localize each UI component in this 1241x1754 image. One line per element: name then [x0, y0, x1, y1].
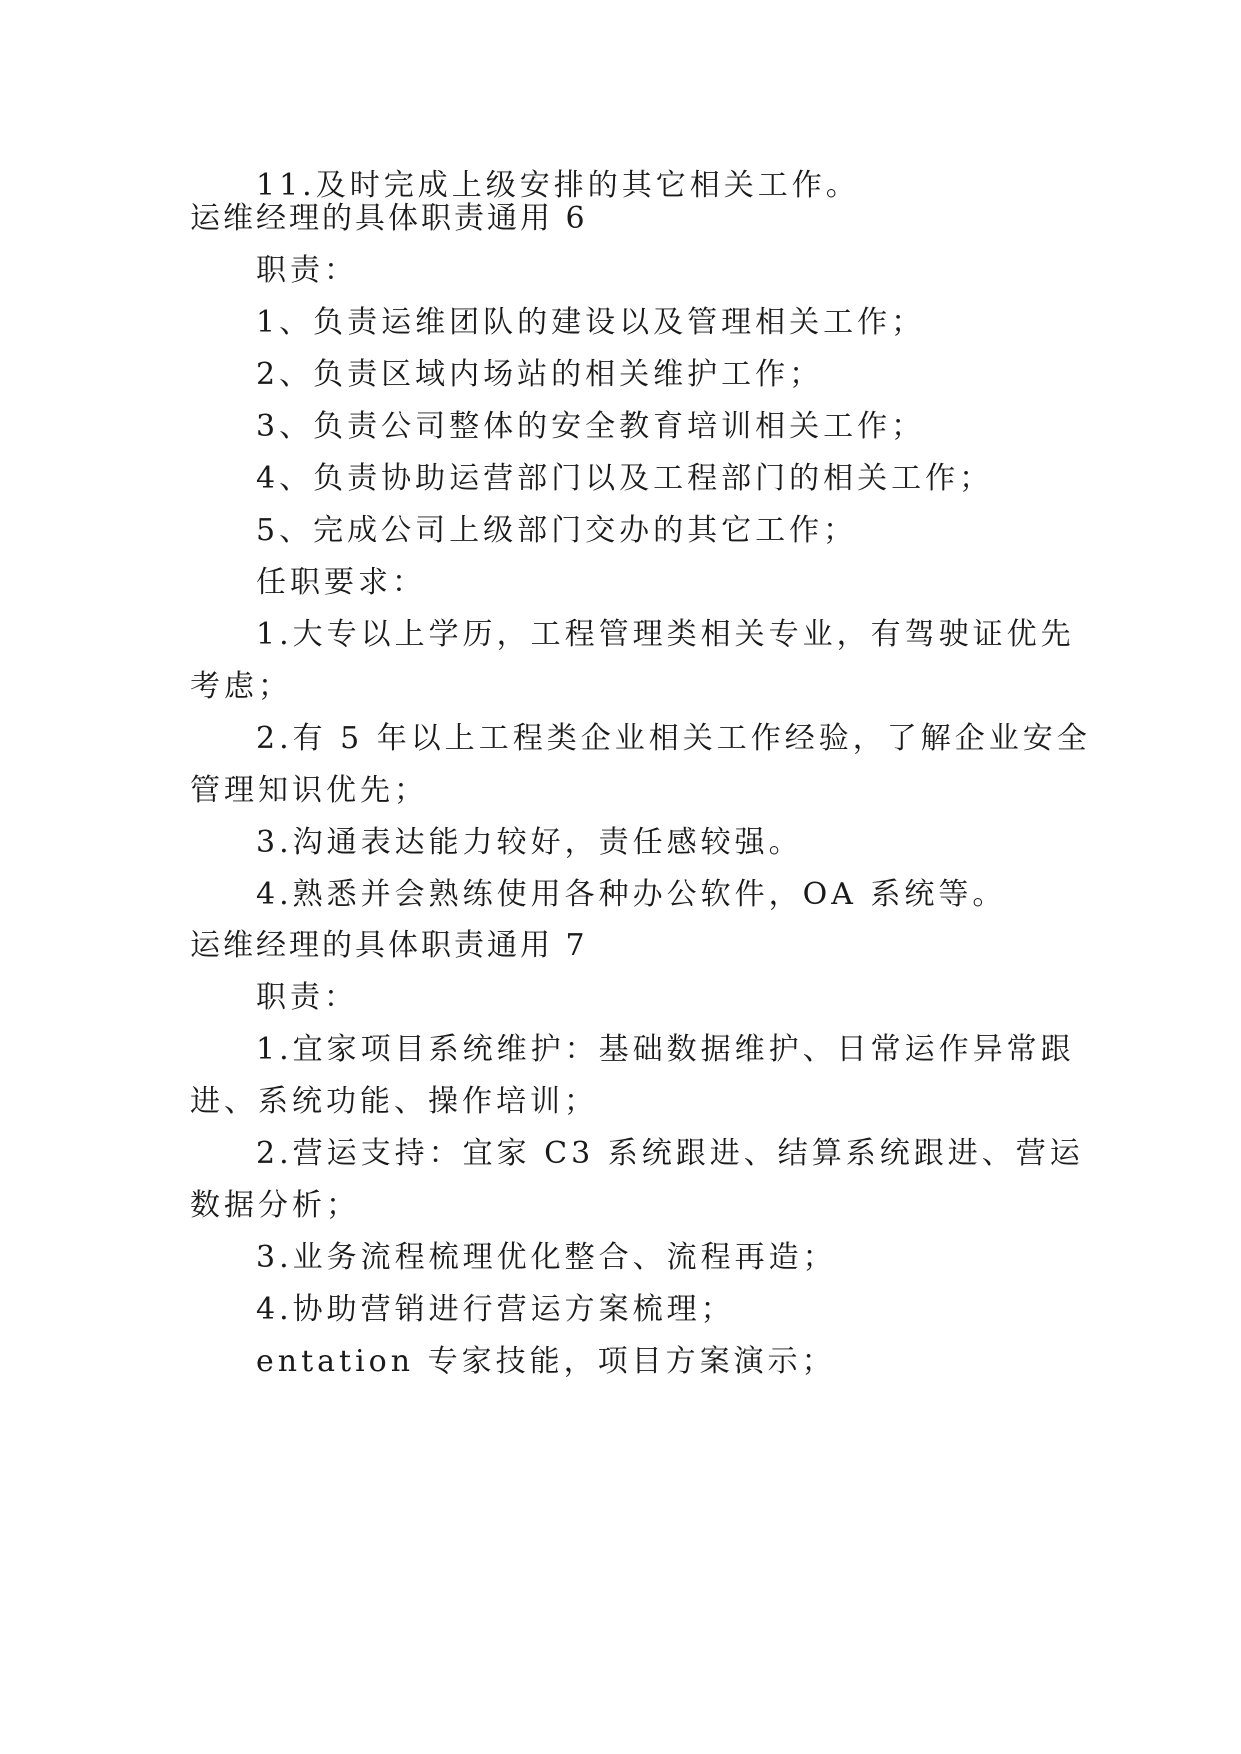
paragraph-continuation: 管理知识优先；	[190, 773, 428, 808]
paragraph-line: 职责：	[256, 980, 358, 1015]
paragraph-line: 4.熟悉并会熟练使用各种办公软件，OA 系统等。	[256, 877, 1007, 912]
paragraph-line: 任职要求：	[256, 565, 426, 600]
paragraph-line: 4、负责协助运营部门以及工程部门的相关工作；	[256, 461, 994, 496]
paragraph-line: 1、负责运维团队的建设以及管理相关工作；	[256, 305, 926, 340]
paragraph-line: 3.业务流程梳理优化整合、流程再造；	[256, 1240, 837, 1275]
section-heading: 运维经理的具体职责通用 7	[190, 928, 588, 963]
paragraph-line: 2.营运支持：宜家 C3 系统跟进、结算系统跟进、营运	[256, 1136, 1084, 1171]
paragraph-line: 11.及时完成上级安排的其它相关工作。	[256, 168, 860, 203]
paragraph-line: entation 专家技能，项目方案演示；	[256, 1344, 836, 1379]
paragraph-line: 3.沟通表达能力较好，责任感较强。	[256, 825, 803, 860]
paragraph-line: 3、负责公司整体的安全教育培训相关工作；	[256, 409, 926, 444]
paragraph-line: 2.有 5 年以上工程类企业相关工作经验，了解企业安全	[256, 721, 1091, 756]
paragraph-line: 2、负责区域内场站的相关维护工作；	[256, 357, 824, 392]
paragraph-line: 4.协助营销进行营运方案梳理；	[256, 1292, 735, 1327]
paragraph-continuation: 进、系统功能、操作培训；	[190, 1084, 598, 1119]
paragraph-continuation: 考虑；	[190, 669, 292, 704]
paragraph-line: 5、完成公司上级部门交办的其它工作；	[256, 513, 858, 548]
section-heading: 运维经理的具体职责通用 6	[190, 201, 588, 236]
paragraph-continuation: 数据分析；	[190, 1188, 360, 1223]
paragraph-line: 1.宜家项目系统维护：基础数据维护、日常运作异常跟	[256, 1032, 1075, 1067]
paragraph-line: 1.大专以上学历，工程管理类相关专业，有驾驶证优先	[256, 617, 1075, 652]
paragraph-line: 职责：	[256, 253, 358, 288]
